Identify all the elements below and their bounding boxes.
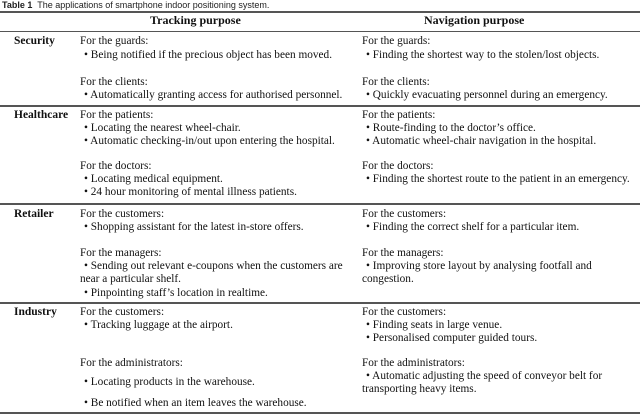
cell-line: • Finding the shortest way to the stolen/lost objects. <box>366 49 600 61</box>
row-rule <box>0 105 640 107</box>
cell-line: transporting heavy items. <box>362 383 477 395</box>
cell-line: For the administrators: <box>362 357 465 369</box>
cell-line: • Be notified when an item leaves the warehouse. <box>84 397 307 409</box>
top-rule <box>0 11 640 13</box>
cell-line: • Finding the correct shelf for a particular item. <box>366 221 580 233</box>
cell-line: • Automatically granting access for authorised personnel. <box>84 89 343 101</box>
cell-line: For the managers: <box>80 247 162 259</box>
cell-line: • Locating medical equipment. <box>84 173 223 185</box>
cell-line: • Finding the shortest route to the patient in an emergency. <box>366 173 630 185</box>
header-tracking: Tracking purpose <box>150 13 241 27</box>
cell-line: • Quickly evacuating personnel during an emergency. <box>366 89 608 101</box>
table-caption <box>2 0 269 11</box>
bottom-rule <box>0 412 640 414</box>
header-rule <box>0 31 640 32</box>
cell-line: For the guards: <box>362 35 431 47</box>
cell-line: For the doctors: <box>80 160 152 172</box>
cell-line: • Pinpointing staff’s location in realtime. <box>84 287 268 299</box>
header-navigation: Navigation purpose <box>424 13 525 27</box>
cell-line: For the clients: <box>362 76 430 88</box>
row-category: Industry <box>14 306 57 318</box>
cell-line: For the customers: <box>80 306 165 318</box>
row-rule <box>0 302 640 304</box>
cell-line: • 24 hour monitoring of mental illness patients. <box>84 186 297 198</box>
row-rule <box>0 203 640 205</box>
row-category: Retailer <box>14 208 54 220</box>
cell-line: For the administrators: <box>80 357 183 369</box>
cell-line: For the customers: <box>362 306 447 318</box>
cell-line: near a particular shelf. <box>80 273 181 285</box>
cell-line: • Tracking luggage at the airport. <box>84 319 233 331</box>
row-category: Security <box>14 35 55 47</box>
cell-line: For the patients: <box>362 109 436 121</box>
cell-line: • Being notified if the precious object has been moved. <box>84 49 333 61</box>
cell-line: • Locating products in the warehouse. <box>84 376 255 388</box>
cell-line: • Locating the nearest wheel-chair. <box>84 122 241 134</box>
cell-line: • Improving store layout by analysing footfall and <box>366 260 592 272</box>
cell-line: For the patients: <box>80 109 154 121</box>
cell-line: For the clients: <box>80 76 148 88</box>
cell-line: For the doctors: <box>362 160 434 172</box>
cell-line: For the customers: <box>362 208 447 220</box>
cell-line: • Route-finding to the doctor’s office. <box>366 122 536 134</box>
cell-line: • Shopping assistant for the latest in-store offers. <box>84 221 304 233</box>
cell-line: • Finding seats in large venue. <box>366 319 503 331</box>
caption-label: Table 1 <box>2 0 33 10</box>
cell-line: For the guards: <box>80 35 149 47</box>
cell-line: • Automatic adjusting the speed of conveyor belt for <box>366 370 603 382</box>
cell-line: • Automatic checking-in/out upon entering the hospital. <box>84 135 335 147</box>
cell-line: congestion. <box>362 273 414 285</box>
caption-text: The applications of smartphone indoor positioning system. <box>37 0 270 10</box>
cell-line: • Sending out relevant e-coupons when the customers are <box>84 260 343 272</box>
cell-line: For the managers: <box>362 247 444 259</box>
cell-line: • Personalised computer guided tours. <box>366 332 538 344</box>
cell-line: For the customers: <box>80 208 165 220</box>
cell-line: • Automatic wheel-chair navigation in the hospital. <box>366 135 597 147</box>
row-category: Healthcare <box>14 109 69 121</box>
